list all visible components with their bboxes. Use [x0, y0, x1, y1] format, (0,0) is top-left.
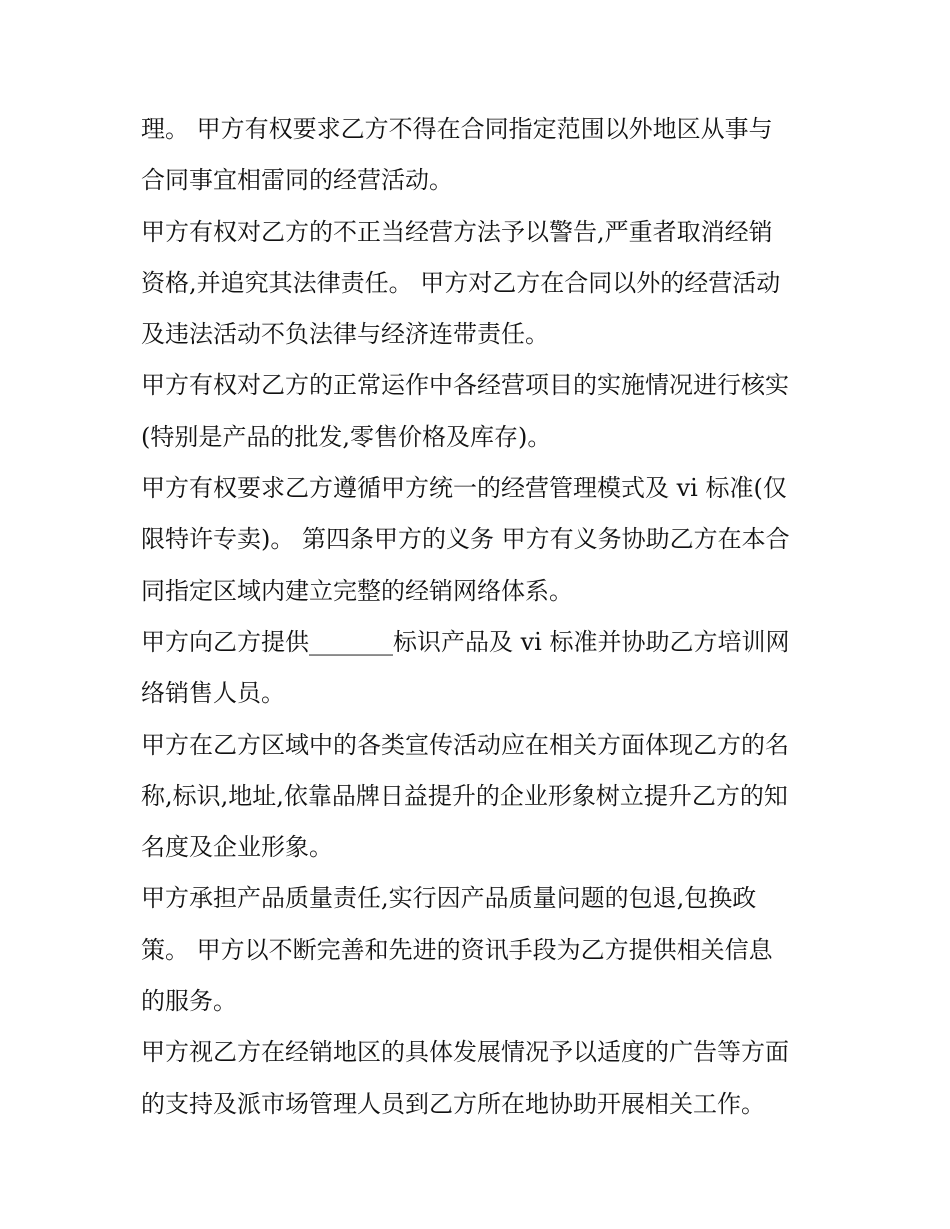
text-line: 限特许专卖)。 第四条甲方的义务 甲方有义务协助乙方在本合: [141, 525, 790, 554]
text-line: 同指定区域内建立完整的经销网络体系。: [141, 576, 573, 605]
paragraph-7: [141, 873, 831, 1027]
text-line: 甲方承担产品质量责任,实行因产品质量问题的包退,包换政: [141, 884, 757, 913]
text-line: 甲方有权对乙方的不正当经营方法予以警告,严重者取消经销: [141, 217, 773, 246]
text-line: 称,标识,地址,依靠品牌日益提升的企业形象树立提升乙方的知: [141, 781, 788, 810]
text-line: 甲方向乙方提供_______标识产品及 vi 标准并协助乙方培训网: [141, 627, 790, 656]
text-line: 理。 甲方有权要求乙方不得在合同指定范围以外地区从事与: [141, 115, 773, 143]
text-line: 合同事宜相雷同的经营活动。: [141, 166, 453, 195]
paragraph-1: [141, 104, 831, 207]
paragraph-8: [141, 1027, 831, 1130]
text-line: 策。 甲方以不断完善和先进的资讯手段为乙方提供相关信息: [141, 935, 773, 964]
document-body: [141, 104, 831, 1130]
text-line: 资格,并追究其法律责任。 甲方对乙方在合同以外的经营活动: [141, 268, 781, 297]
text-line: (特别是产品的批发,零售价格及库存)。: [141, 422, 552, 451]
text-line: 名度及企业形象。: [141, 833, 333, 862]
paragraph-5: [141, 617, 831, 720]
text-line: 的服务。: [141, 987, 237, 1016]
text-line: 络销售人员。: [141, 679, 285, 708]
paragraph-2: [141, 207, 831, 361]
text-line: 甲方视乙方在经销地区的具体发展情况予以适度的广告等方面: [141, 1038, 789, 1067]
text-line: 甲方在乙方区域中的各类宣传活动应在相关方面体现乙方的名: [141, 730, 789, 759]
text-line: 甲方有权要求乙方遵循甲方统一的经营管理模式及 vi 标准(仅: [141, 474, 787, 503]
paragraph-6: [141, 720, 831, 874]
text-line: 及违法活动不负法律与经济连带责任。: [141, 320, 549, 349]
paragraph-3: [141, 360, 831, 463]
paragraph-4: [141, 463, 831, 617]
text-line: 甲方有权对乙方的正常运作中各经营项目的实施情况进行核实: [141, 371, 789, 400]
text-line: 的支持及派市场管理人员到乙方所在地协助开展相关工作。: [141, 1089, 765, 1118]
